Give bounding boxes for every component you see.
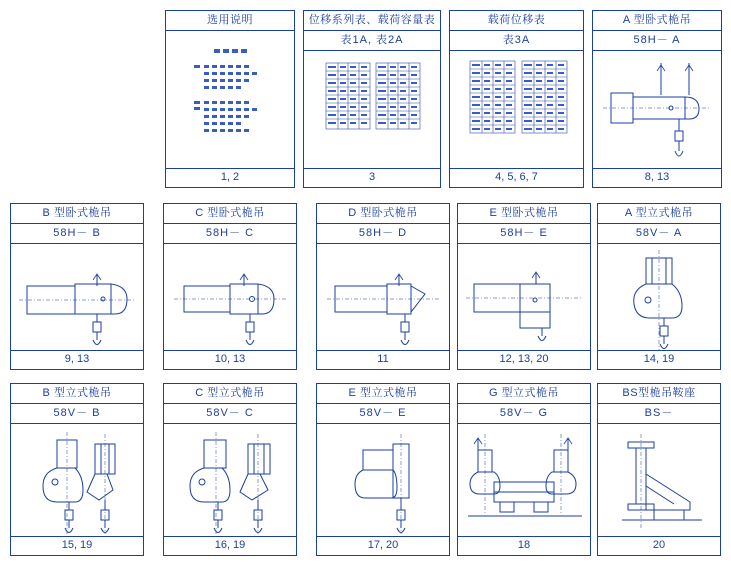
card-footer: 9, 13 bbox=[11, 350, 143, 369]
card-drawing-horiz-b bbox=[11, 244, 143, 350]
card-subheader: 58H－ D bbox=[317, 224, 449, 244]
card-58H-B[interactable] bbox=[10, 203, 144, 370]
card-58V-B[interactable] bbox=[10, 383, 144, 556]
card-header: 位移系列表、载荷容量表 bbox=[304, 11, 440, 31]
card-subheader: 58H－ C bbox=[164, 224, 296, 244]
card-drawing-horiz-a bbox=[593, 51, 721, 168]
card-footer: 10, 13 bbox=[164, 350, 296, 369]
card-drawing-horiz-d bbox=[317, 244, 449, 350]
card-subheader: 58H－ E bbox=[458, 224, 590, 244]
card-drawing-horiz-e bbox=[458, 244, 590, 350]
card-subheader: 表3A bbox=[450, 31, 583, 51]
card-BS-saddle[interactable] bbox=[597, 383, 721, 556]
card-subheader: 58V－ C bbox=[164, 404, 296, 424]
card-subheader: 58H－ A bbox=[593, 31, 721, 51]
card-58V-C[interactable] bbox=[163, 383, 297, 556]
card-header: E 型立式桅吊 bbox=[317, 384, 449, 404]
card-header: B 型立式桅吊 bbox=[11, 384, 143, 404]
card-header: C 型卧式桅吊 bbox=[164, 204, 296, 224]
card-drawing-horiz-c bbox=[164, 244, 296, 350]
card-load-displacement-table[interactable] bbox=[449, 10, 584, 188]
card-subheader: 58V－ G bbox=[458, 404, 590, 424]
card-subheader: 58V－ B bbox=[11, 404, 143, 424]
card-header: A 型卧式桅吊 bbox=[593, 11, 721, 31]
card-drawing-saddle bbox=[598, 424, 720, 536]
card-58V-G[interactable] bbox=[457, 383, 591, 556]
card-drawing-tables2 bbox=[304, 51, 440, 168]
card-drawing-vert-c bbox=[164, 424, 296, 536]
card-58H-A[interactable] bbox=[592, 10, 722, 188]
card-subheader: BS－ bbox=[598, 404, 720, 424]
card-header: D 型卧式桅吊 bbox=[317, 204, 449, 224]
card-drawing-vert-a bbox=[598, 244, 720, 350]
card-footer: 18 bbox=[458, 536, 590, 555]
card-drawing-tables1 bbox=[450, 51, 583, 168]
card-drawing-text-list bbox=[166, 31, 294, 168]
card-subheader: 58H－ B bbox=[11, 224, 143, 244]
card-58H-D[interactable] bbox=[316, 203, 450, 370]
card-58V-E[interactable] bbox=[316, 383, 450, 556]
card-header: E 型卧式桅吊 bbox=[458, 204, 590, 224]
card-footer: 15, 19 bbox=[11, 536, 143, 555]
card-header: C 型立式桅吊 bbox=[164, 384, 296, 404]
card-58H-E[interactable] bbox=[457, 203, 591, 370]
card-footer: 11 bbox=[317, 350, 449, 369]
card-subheader: 58V－ E bbox=[317, 404, 449, 424]
card-subheader: 58V－ A bbox=[598, 224, 720, 244]
card-footer: 4, 5, 6, 7 bbox=[450, 168, 583, 187]
card-header: A 型立式桅吊 bbox=[598, 204, 720, 224]
card-footer: 12, 13, 20 bbox=[458, 350, 590, 369]
card-displacement-capacity-tables[interactable] bbox=[303, 10, 441, 188]
card-footer: 3 bbox=[304, 168, 440, 187]
card-subheader: 表1A, 表2A bbox=[304, 31, 440, 51]
card-header: 选用说明 bbox=[166, 11, 294, 31]
card-header: BS型桅吊鞍座 bbox=[598, 384, 720, 404]
card-footer: 17, 20 bbox=[317, 536, 449, 555]
card-footer: 1, 2 bbox=[166, 168, 294, 187]
card-58V-A[interactable] bbox=[597, 203, 721, 370]
card-footer: 14, 19 bbox=[598, 350, 720, 369]
card-58H-C[interactable] bbox=[163, 203, 297, 370]
card-header: B 型卧式桅吊 bbox=[11, 204, 143, 224]
card-footer: 8, 13 bbox=[593, 168, 721, 187]
card-header: 载荷位移表 bbox=[450, 11, 583, 31]
card-drawing-vert-g bbox=[458, 424, 590, 536]
card-drawing-vert-e bbox=[317, 424, 449, 536]
card-drawing-vert-b bbox=[11, 424, 143, 536]
card-footer: 20 bbox=[598, 536, 720, 555]
card-footer: 16, 19 bbox=[164, 536, 296, 555]
card-header: G 型立式桅吊 bbox=[458, 384, 590, 404]
card-selection-notes[interactable] bbox=[165, 10, 295, 188]
